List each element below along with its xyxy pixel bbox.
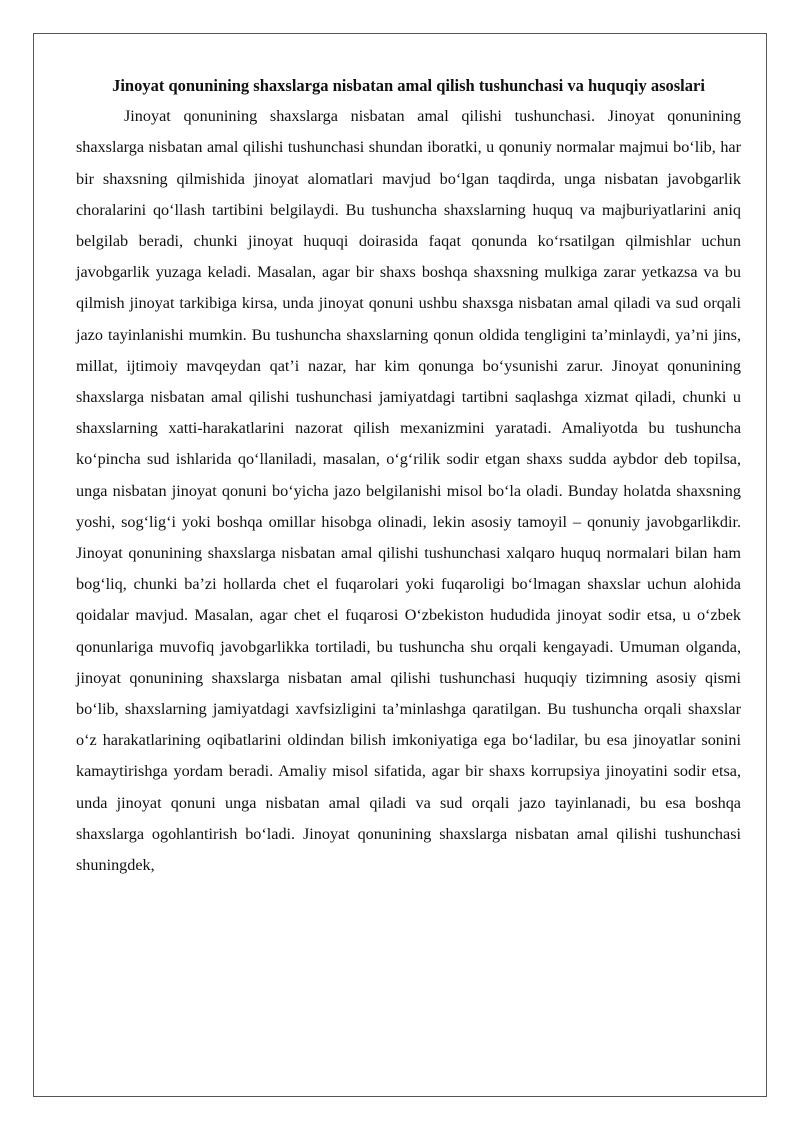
document-body-paragraph: Jinoyat qonunining shaxslarga nisbatan amal qilishi tushunchasi. Jinoyat qonunining shaxslarga nisbatan amal qilishi tushunchasi shundan iboratki, u qonuniy normalar majmui bo‘lib, har bir shaxsning qilmishida jinoyat alomatlari mavjud bo‘lgan taqdirda, unga nisbatan javobgarlik choralarini qo‘llash tartibini belgilaydi. Bu tushuncha shaxslarning huquq va majburiyatlarini aniq belgilab beradi, chunki jinoyat huquqi doirasida faqat qonunda ko‘rsatilgan qilmishlar uchun javobgarlik yuzaga keladi. Masalan, agar bir shaxs boshqa shaxsning mulkiga zarar yetkazsa va bu qilmish jinoyat tarkibiga kirsa, unda jinoyat qonuni ushbu shaxsga nisbatan amal qiladi va sud orqali jazo tayinlanishi mumkin. Bu tushuncha shaxslarning qonun oldida tengligini ta’minlaydi, ya’ni jins, millat, ijtimoiy mavqeydan qat’i nazar, har kim qonunga bo‘ysunishi zarur. Jinoyat qonunining shaxslarga nisbatan amal qilishi tushunchasi jamiyatdagi tartibni saqlashga xizmat qiladi, chunki u shaxslarning xatti-harakatlarini nazorat qilish mexanizmini yaratadi. Amaliyotda bu tushuncha ko‘pincha sud ishlarida qo‘llaniladi, masalan, o‘g‘rilik sodir etgan shaxs sudda aybdor deb topilsa, unga nisbatan jinoyat qonuni bo‘yicha jazo belgilanishi misol bo‘la oladi. Bunday holatda shaxsning yoshi, sog‘lig‘i yoki boshqa omillar hisobga olinadi, lekin asosiy tamoyil – qonuniy javobgarlikdir. Jinoyat qonunining shaxslarga nisbatan amal qilishi tushunchasi xalqaro huquq normalari bilan ham bog‘liq, chunki ba’zi hollarda chet el fuqarolari yoki fuqaroligi bo‘lmagan shaxslar uchun alohida qoidalar mavjud. Masalan, agar chet el fuqarosi O‘zbekiston hududida jinoyat sodir etsa, u o‘zbek qonunlariga muvofiq javobgarlikka tortiladi, bu tushuncha shu orqali kengayadi. Umuman olganda, jinoyat qonunining shaxslarga nisbatan amal qilishi tushunchasi huquqiy tizimning asosiy qismi bo‘lib, shaxslarning jamiyatdagi xavfsizligini ta’minlashga qaratilgan. Bu tushuncha orqali shaxslar o‘z harakatlarining oqibatlarini oldindan bilish imkoniyatiga ega bo‘ladilar, bu esa jinoyatlar sonini kamaytirishga yordam beradi. Amaliy misol sifatida, agar bir shaxs korrupsiya jinoyatini sodir etsa, unda jinoyat qonuni unga nisbatan amal qiladi va sud orqali jazo tayinlanadi, bu esa boshqa shaxslarga ogohlantirish bo‘ladi. Jinoyat qonunining shaxslarga nisbatan amal qilishi tushunchasi shuningdek, — [76, 107, 741, 875]
document-content — [76, 70, 741, 881]
document-title: Jinoyat qonunining shaxslarga nisbatan amal qilish tushunchasi va huquqiy asoslari — [112, 76, 705, 95]
